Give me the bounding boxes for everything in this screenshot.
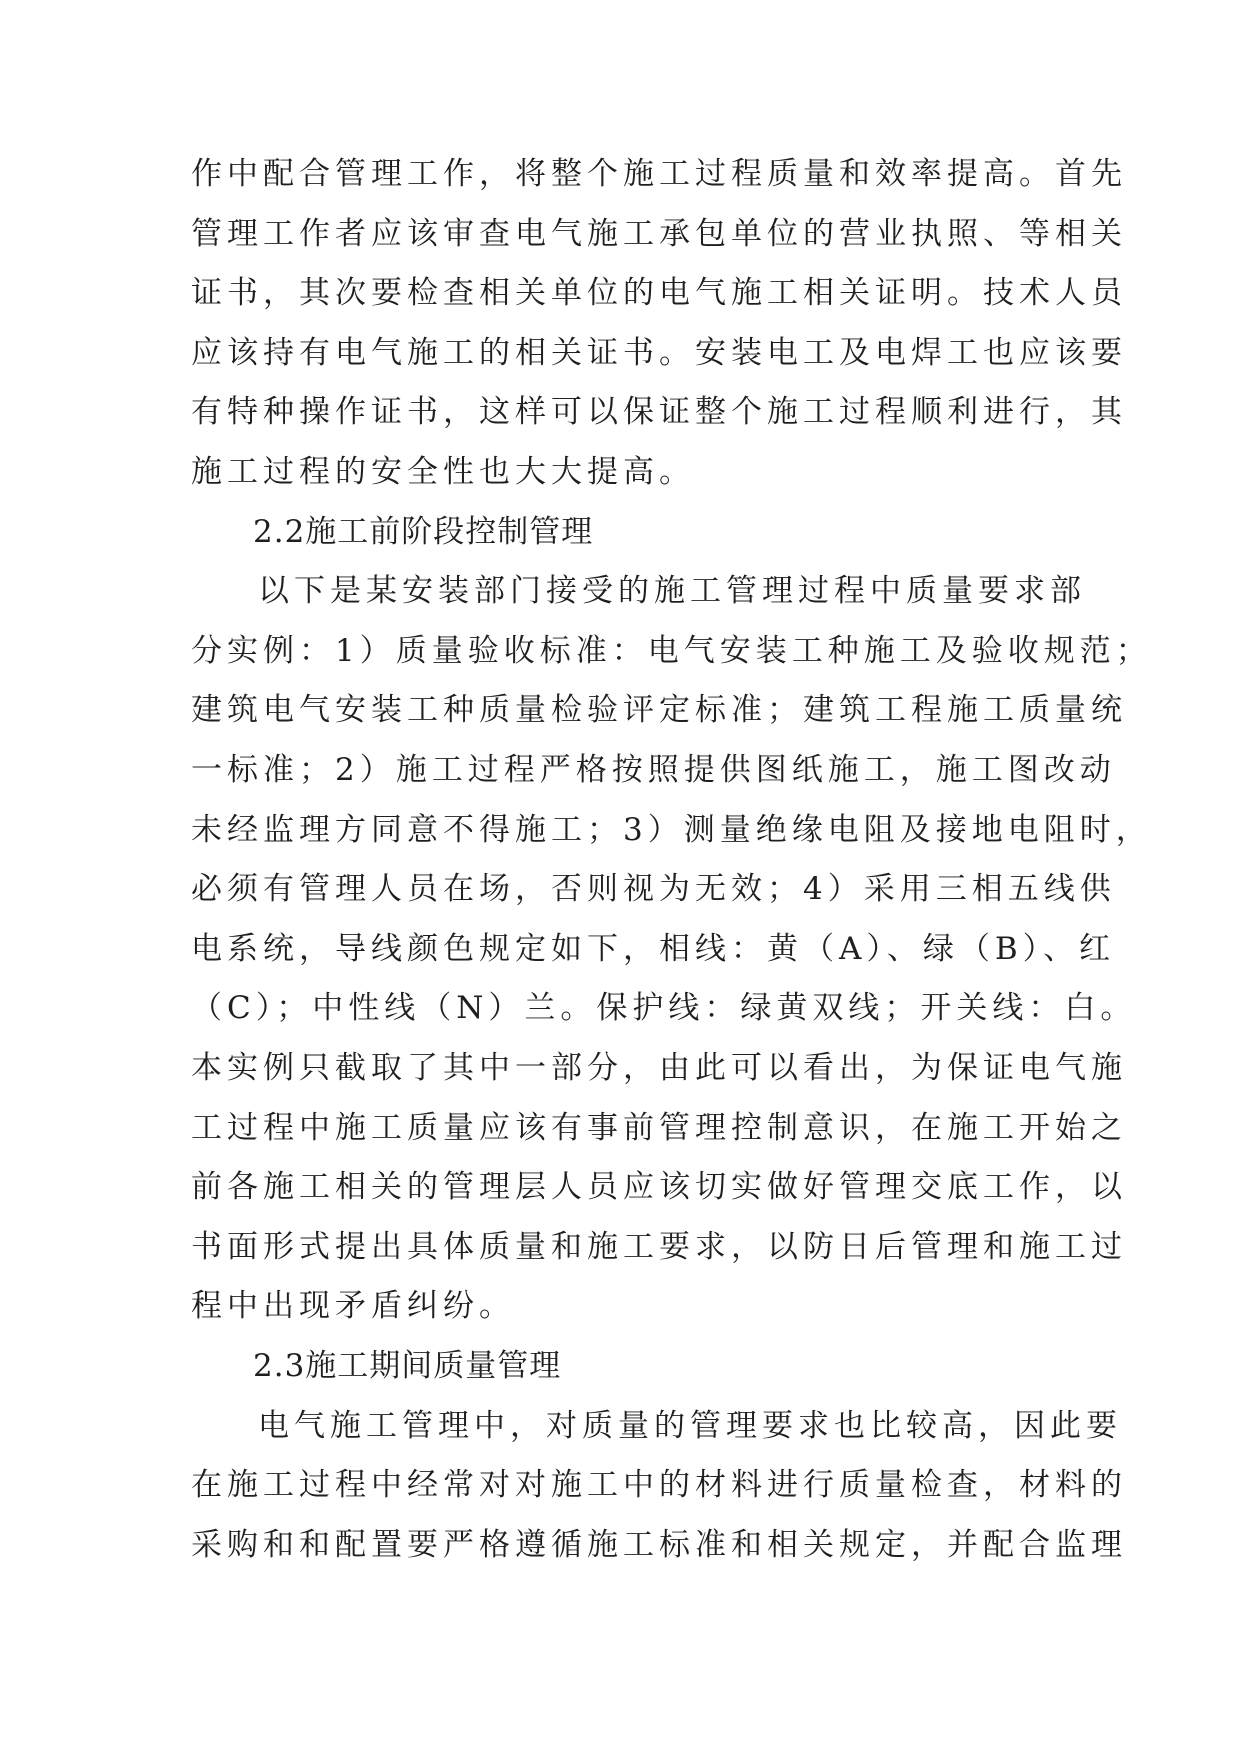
paragraph-line: 施工过程的安全性也大大提高。 (191, 454, 695, 490)
paragraph-line: 未经监理方同意不得施工；3）测量绝缘电阻及接地电阻时， (191, 812, 1152, 848)
paragraph-line: 必须有管理人员在场，否则视为无效；4）采用三相五线供 (191, 871, 1116, 907)
paragraph-line: 前各施工相关的管理层人员应该切实做好管理交底工作，以 (191, 1169, 1127, 1205)
paragraph-line: （C）；中性线（N）兰。保护线：绿黄双线；开关线：白。 (191, 990, 1137, 1026)
paragraph-line: 一标准；2）施工过程严格按照提供图纸施工，施工图改动 (191, 752, 1116, 788)
paragraph-line: 管理工作者应该审查电气施工承包单位的营业执照、等相关 (191, 216, 1127, 252)
section-heading: 2.3施工期间质量管理 (253, 1348, 562, 1384)
paragraph-line: 工过程中施工质量应该有事前管理控制意识，在施工开始之 (191, 1110, 1127, 1146)
paragraph-line: 电气施工管理中，对质量的管理要求也比较高，因此要 (258, 1408, 1122, 1444)
paragraph-line: 程中出现矛盾纠纷。 (191, 1288, 515, 1324)
paragraph-line: 分实例：1）质量验收标准：电气安装工种施工及验收规范； (191, 633, 1152, 669)
paragraph-line: 本实例只截取了其中一部分，由此可以看出，为保证电气施 (191, 1050, 1127, 1086)
paragraph-line: 应该持有电气施工的相关证书。安装电工及电焊工也应该要 (191, 335, 1127, 371)
section-heading: 2.2施工前阶段控制管理 (253, 514, 594, 550)
paragraph-line: 建筑电气安装工种质量检验评定标准；建筑工程施工质量统 (191, 692, 1127, 728)
paragraph-line: 采购和和配置要严格遵循施工标准和相关规定，并配合监理 (191, 1527, 1127, 1563)
paragraph-line: 有特种操作证书，这样可以保证整个施工过程顺利进行，其 (191, 394, 1127, 430)
paragraph-line: 书面形式提出具体质量和施工要求，以防日后管理和施工过 (191, 1229, 1127, 1265)
paragraph-line: 作中配合管理工作，将整个施工过程质量和效率提高。首先 (191, 156, 1127, 192)
paragraph-line: 证书，其次要检查相关单位的电气施工相关证明。技术人员 (191, 275, 1127, 311)
paragraph-line: 在施工过程中经常对对施工中的材料进行质量检查，材料的 (191, 1467, 1127, 1503)
paragraph-line: 电系统，导线颜色规定如下，相线：黄（A）、绿（B）、红 (191, 931, 1116, 967)
paragraph-line: 以下是某安装部门接受的施工管理过程中质量要求部 (258, 573, 1086, 609)
